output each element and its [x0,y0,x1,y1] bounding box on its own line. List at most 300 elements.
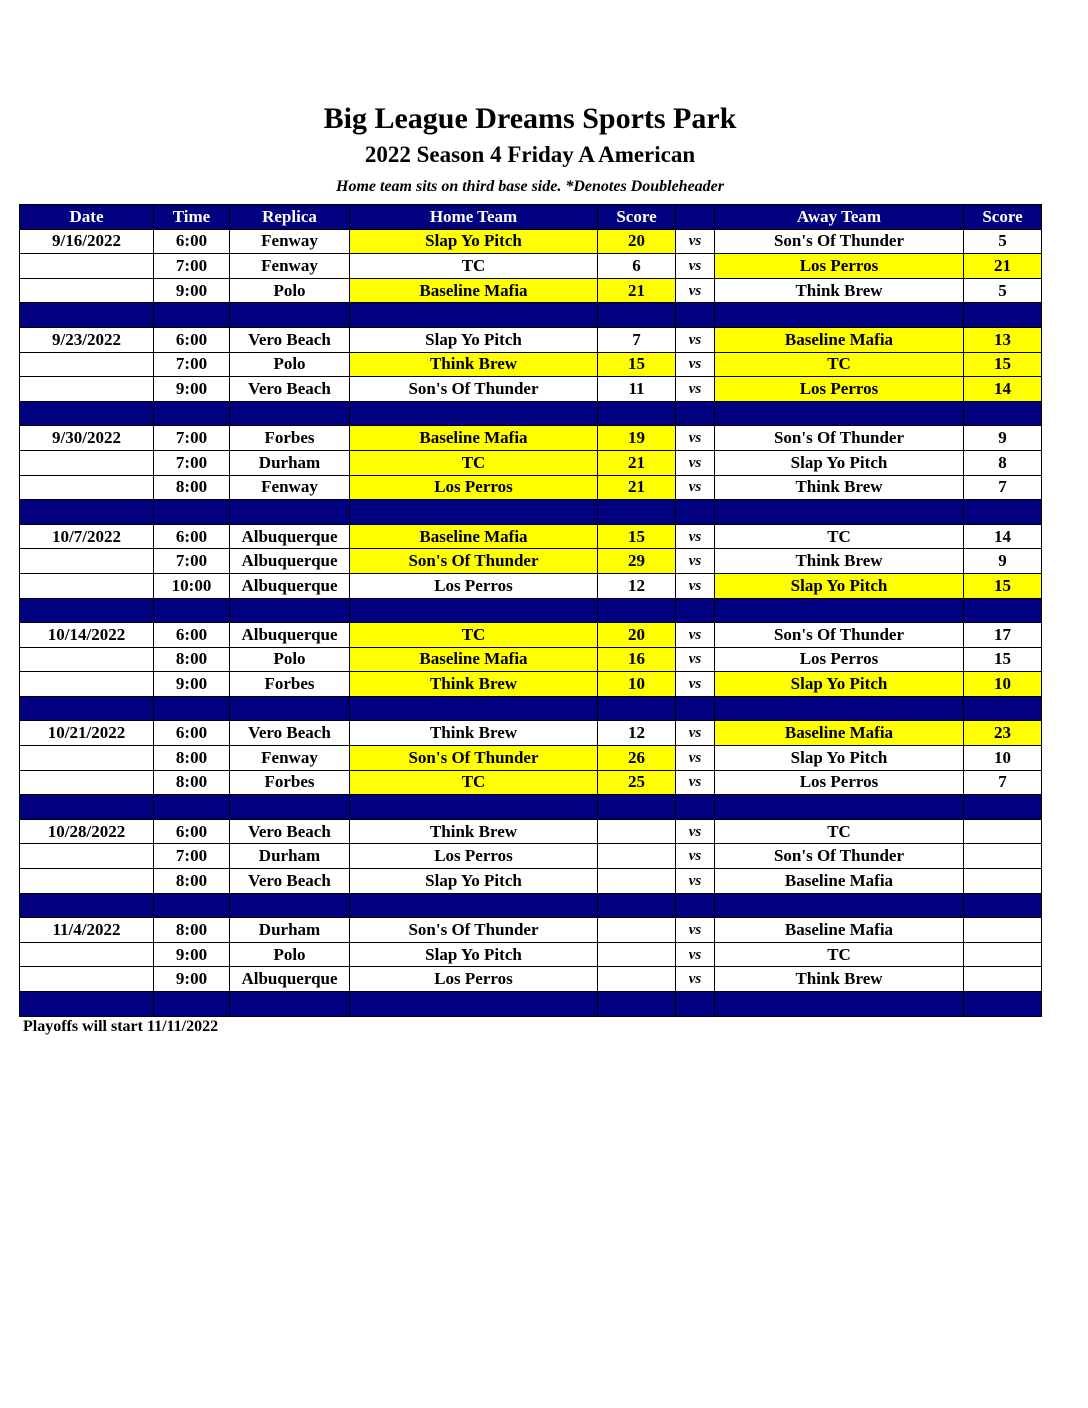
away-team-cell: Think Brew [715,967,964,992]
date-cell: 10/28/2022 [20,819,154,844]
away-team-cell: Slap Yo Pitch [715,672,964,697]
schedule-body [20,229,1042,1016]
away-team-cell: Think Brew [715,278,964,303]
table-row [20,844,1042,869]
vs-cell: vs [676,721,715,746]
separator-cell [230,992,350,1017]
away-score-cell: 14 [964,377,1042,402]
col-header-time: Time [154,205,230,230]
home-score-cell [598,942,676,967]
away-score-cell [964,869,1042,894]
replica-cell: Forbes [230,770,350,795]
separator-cell [20,992,154,1017]
date-cell [20,844,154,869]
away-team-cell: Son's Of Thunder [715,844,964,869]
away-team-cell: Son's Of Thunder [715,229,964,254]
home-score-cell [598,967,676,992]
separator-cell [20,303,154,328]
separator-cell [154,401,230,426]
vs-cell: vs [676,770,715,795]
separator-cell [154,500,230,525]
home-team-cell: Los Perros [350,844,598,869]
replica-cell: Albuquerque [230,524,350,549]
separator-cell [598,696,676,721]
away-score-cell: 17 [964,623,1042,648]
table-row [20,377,1042,402]
date-cell: 10/21/2022 [20,721,154,746]
date-cell [20,549,154,574]
table-row [20,229,1042,254]
separator-cell [676,401,715,426]
replica-cell: Fenway [230,229,350,254]
home-score-cell: 25 [598,770,676,795]
home-team-cell: Slap Yo Pitch [350,327,598,352]
replica-cell: Vero Beach [230,327,350,352]
time-cell: 7:00 [154,549,230,574]
home-score-cell: 20 [598,623,676,648]
vs-cell: vs [676,918,715,943]
separator-cell [350,500,598,525]
separator-cell [350,303,598,328]
away-team-cell: Baseline Mafia [715,327,964,352]
away-team-cell: Los Perros [715,647,964,672]
table-row [20,770,1042,795]
time-cell: 6:00 [154,524,230,549]
col-header-home-score: Score [598,205,676,230]
home-team-cell: Baseline Mafia [350,426,598,451]
schedule-table [19,204,1042,1017]
separator-cell [20,401,154,426]
table-row [20,475,1042,500]
separator-cell [676,696,715,721]
separator-cell [964,303,1042,328]
separator-cell [676,303,715,328]
away-team-cell: Los Perros [715,770,964,795]
table-row [20,524,1042,549]
vs-cell: vs [676,450,715,475]
table-row [20,819,1042,844]
away-score-cell [964,819,1042,844]
date-cell [20,450,154,475]
home-team-cell: Son's Of Thunder [350,549,598,574]
away-score-cell [964,967,1042,992]
away-team-cell: TC [715,942,964,967]
away-score-cell: 14 [964,524,1042,549]
col-header-vs [676,205,715,230]
separator-cell [715,992,964,1017]
home-team-cell: Baseline Mafia [350,647,598,672]
replica-cell: Forbes [230,672,350,697]
separator-cell [964,795,1042,820]
away-score-cell: 9 [964,549,1042,574]
separator-cell [964,500,1042,525]
week-separator-row [20,401,1042,426]
replica-cell: Durham [230,450,350,475]
away-team-cell: Baseline Mafia [715,721,964,746]
separator-cell [676,795,715,820]
away-score-cell: 23 [964,721,1042,746]
time-cell: 6:00 [154,721,230,746]
replica-cell: Albuquerque [230,549,350,574]
home-team-cell: Son's Of Thunder [350,918,598,943]
replica-cell: Polo [230,942,350,967]
replica-cell: Polo [230,352,350,377]
home-team-cell: Los Perros [350,573,598,598]
table-row [20,426,1042,451]
date-cell [20,942,154,967]
date-cell [20,672,154,697]
away-team-cell: Son's Of Thunder [715,623,964,648]
time-cell: 9:00 [154,278,230,303]
separator-cell [598,303,676,328]
away-score-cell: 8 [964,450,1042,475]
replica-cell: Vero Beach [230,869,350,894]
away-score-cell: 15 [964,573,1042,598]
date-cell [20,278,154,303]
date-cell [20,254,154,279]
time-cell: 6:00 [154,819,230,844]
time-cell: 7:00 [154,844,230,869]
separator-cell [154,893,230,918]
table-row [20,647,1042,672]
separator-cell [350,401,598,426]
table-row [20,869,1042,894]
separator-cell [230,401,350,426]
replica-cell: Forbes [230,426,350,451]
date-cell [20,967,154,992]
separator-cell [350,992,598,1017]
vs-cell: vs [676,254,715,279]
separator-cell [598,500,676,525]
table-row [20,352,1042,377]
time-cell: 9:00 [154,942,230,967]
vs-cell: vs [676,967,715,992]
home-team-cell: TC [350,623,598,648]
home-score-cell: 15 [598,524,676,549]
separator-cell [154,598,230,623]
vs-cell: vs [676,426,715,451]
week-separator-row [20,696,1042,721]
vs-cell: vs [676,869,715,894]
separator-cell [715,500,964,525]
home-team-cell: Think Brew [350,721,598,746]
vs-cell: vs [676,647,715,672]
home-team-cell: Son's Of Thunder [350,377,598,402]
replica-cell: Polo [230,278,350,303]
away-team-cell: TC [715,524,964,549]
home-score-cell: 21 [598,278,676,303]
home-score-cell: 12 [598,721,676,746]
away-team-cell: Slap Yo Pitch [715,573,964,598]
date-cell [20,746,154,771]
away-score-cell: 5 [964,278,1042,303]
vs-cell: vs [676,352,715,377]
separator-cell [964,401,1042,426]
separator-cell [230,598,350,623]
home-score-cell [598,869,676,894]
table-row [20,573,1042,598]
separator-cell [350,795,598,820]
date-cell [20,647,154,672]
separator-cell [230,893,350,918]
date-cell [20,869,154,894]
separator-cell [350,598,598,623]
home-team-cell: Baseline Mafia [350,524,598,549]
vs-cell: vs [676,573,715,598]
away-team-cell: Think Brew [715,549,964,574]
separator-cell [715,893,964,918]
home-score-cell [598,918,676,943]
home-team-cell: Think Brew [350,819,598,844]
home-score-cell: 21 [598,450,676,475]
table-row [20,450,1042,475]
home-score-cell: 10 [598,672,676,697]
vs-cell: vs [676,942,715,967]
page-subtitle: 2022 Season 4 Friday A American [364,142,696,167]
week-separator-row [20,500,1042,525]
time-cell: 7:00 [154,254,230,279]
away-score-cell: 5 [964,229,1042,254]
away-score-cell: 10 [964,746,1042,771]
home-score-cell: 26 [598,746,676,771]
date-cell: 9/30/2022 [20,426,154,451]
separator-cell [20,795,154,820]
separator-cell [154,992,230,1017]
home-team-cell: Los Perros [350,967,598,992]
date-cell: 10/14/2022 [20,623,154,648]
separator-cell [715,303,964,328]
away-score-cell: 15 [964,647,1042,672]
replica-cell: Durham [230,844,350,869]
separator-cell [715,598,964,623]
vs-cell: vs [676,475,715,500]
home-score-cell: 15 [598,352,676,377]
home-score-cell: 20 [598,229,676,254]
vs-cell: vs [676,672,715,697]
separator-cell [676,500,715,525]
replica-cell: Vero Beach [230,377,350,402]
separator-cell [154,303,230,328]
away-score-cell: 7 [964,770,1042,795]
time-cell: 6:00 [154,327,230,352]
away-score-cell [964,918,1042,943]
date-cell: 10/7/2022 [20,524,154,549]
date-cell: 11/4/2022 [20,918,154,943]
home-score-cell: 11 [598,377,676,402]
page-title: Big League Dreams Sports Park [323,102,737,135]
away-team-cell: TC [715,819,964,844]
home-team-cell: TC [350,450,598,475]
week-separator-row [20,303,1042,328]
separator-cell [350,696,598,721]
away-team-cell: Baseline Mafia [715,869,964,894]
away-team-cell: Baseline Mafia [715,918,964,943]
col-header-away-score: Score [964,205,1042,230]
time-cell: 9:00 [154,672,230,697]
home-score-cell: 6 [598,254,676,279]
away-team-cell: Son's Of Thunder [715,426,964,451]
home-team-cell: Slap Yo Pitch [350,942,598,967]
vs-cell: vs [676,524,715,549]
separator-cell [230,500,350,525]
separator-cell [715,795,964,820]
table-row [20,942,1042,967]
table-row [20,254,1042,279]
vs-cell: vs [676,327,715,352]
separator-cell [20,696,154,721]
separator-cell [20,598,154,623]
replica-cell: Albuquerque [230,573,350,598]
home-team-cell: Los Perros [350,475,598,500]
separator-cell [964,598,1042,623]
table-row [20,278,1042,303]
home-score-cell: 19 [598,426,676,451]
col-header-home-team: Home Team [350,205,598,230]
time-cell: 8:00 [154,869,230,894]
replica-cell: Fenway [230,746,350,771]
home-score-cell: 29 [598,549,676,574]
replica-cell: Fenway [230,254,350,279]
vs-cell: vs [676,746,715,771]
table-row [20,623,1042,648]
home-score-cell: 12 [598,573,676,598]
time-cell: 7:00 [154,426,230,451]
time-cell: 8:00 [154,475,230,500]
away-score-cell: 13 [964,327,1042,352]
time-cell: 8:00 [154,746,230,771]
away-team-cell: Slap Yo Pitch [715,450,964,475]
table-row [20,918,1042,943]
away-team-cell: Los Perros [715,254,964,279]
time-cell: 8:00 [154,647,230,672]
time-cell: 6:00 [154,229,230,254]
home-score-cell [598,819,676,844]
away-score-cell: 7 [964,475,1042,500]
date-cell: 9/23/2022 [20,327,154,352]
separator-cell [20,500,154,525]
time-cell: 7:00 [154,450,230,475]
away-team-cell: Slap Yo Pitch [715,746,964,771]
separator-cell [715,401,964,426]
separator-cell [715,696,964,721]
away-team-cell: TC [715,352,964,377]
schedule-note: Home team sits on third base side. *Denotes Doubleheader [336,178,724,195]
header-row [20,205,1042,230]
replica-cell: Vero Beach [230,721,350,746]
away-score-cell [964,942,1042,967]
separator-cell [964,696,1042,721]
week-separator-row [20,795,1042,820]
home-score-cell: 16 [598,647,676,672]
date-cell [20,352,154,377]
time-cell: 10:00 [154,573,230,598]
away-score-cell [964,844,1042,869]
replica-cell: Durham [230,918,350,943]
separator-cell [676,992,715,1017]
week-separator-row [20,598,1042,623]
separator-cell [154,795,230,820]
table-row [20,672,1042,697]
separator-cell [230,696,350,721]
col-header-away-team: Away Team [715,205,964,230]
home-team-cell: TC [350,770,598,795]
time-cell: 9:00 [154,967,230,992]
separator-cell [964,992,1042,1017]
vs-cell: vs [676,377,715,402]
home-team-cell: Think Brew [350,672,598,697]
table-row [20,721,1042,746]
separator-cell [676,598,715,623]
home-score-cell: 21 [598,475,676,500]
home-team-cell: Think Brew [350,352,598,377]
home-team-cell: Son's Of Thunder [350,746,598,771]
away-score-cell: 10 [964,672,1042,697]
table-row [20,327,1042,352]
vs-cell: vs [676,229,715,254]
col-header-date: Date [20,205,154,230]
table-row [20,549,1042,574]
home-team-cell: Slap Yo Pitch [350,229,598,254]
separator-cell [154,696,230,721]
vs-cell: vs [676,844,715,869]
playoffs-note: Playoffs will start 11/11/2022 [23,1018,219,1035]
date-cell [20,770,154,795]
vs-cell: vs [676,819,715,844]
away-score-cell: 9 [964,426,1042,451]
separator-cell [598,795,676,820]
time-cell: 6:00 [154,623,230,648]
replica-cell: Vero Beach [230,819,350,844]
week-separator-row [20,992,1042,1017]
separator-cell [964,893,1042,918]
replica-cell: Polo [230,647,350,672]
separator-cell [20,893,154,918]
time-cell: 8:00 [154,918,230,943]
home-score-cell [598,844,676,869]
col-header-replica: Replica [230,205,350,230]
away-team-cell: Los Perros [715,377,964,402]
table-row [20,746,1042,771]
away-score-cell: 21 [964,254,1042,279]
replica-cell: Albuquerque [230,967,350,992]
home-team-cell: Slap Yo Pitch [350,869,598,894]
away-team-cell: Think Brew [715,475,964,500]
vs-cell: vs [676,278,715,303]
separator-cell [676,893,715,918]
replica-cell: Fenway [230,475,350,500]
date-cell [20,377,154,402]
separator-cell [350,893,598,918]
time-cell: 8:00 [154,770,230,795]
date-cell [20,475,154,500]
date-cell [20,573,154,598]
date-cell: 9/16/2022 [20,229,154,254]
separator-cell [598,893,676,918]
separator-cell [598,992,676,1017]
separator-cell [598,401,676,426]
home-score-cell: 7 [598,327,676,352]
away-score-cell: 15 [964,352,1042,377]
replica-cell: Albuquerque [230,623,350,648]
time-cell: 7:00 [154,352,230,377]
home-team-cell: Baseline Mafia [350,278,598,303]
separator-cell [230,303,350,328]
time-cell: 9:00 [154,377,230,402]
separator-cell [598,598,676,623]
separator-cell [230,795,350,820]
vs-cell: vs [676,623,715,648]
week-separator-row [20,893,1042,918]
